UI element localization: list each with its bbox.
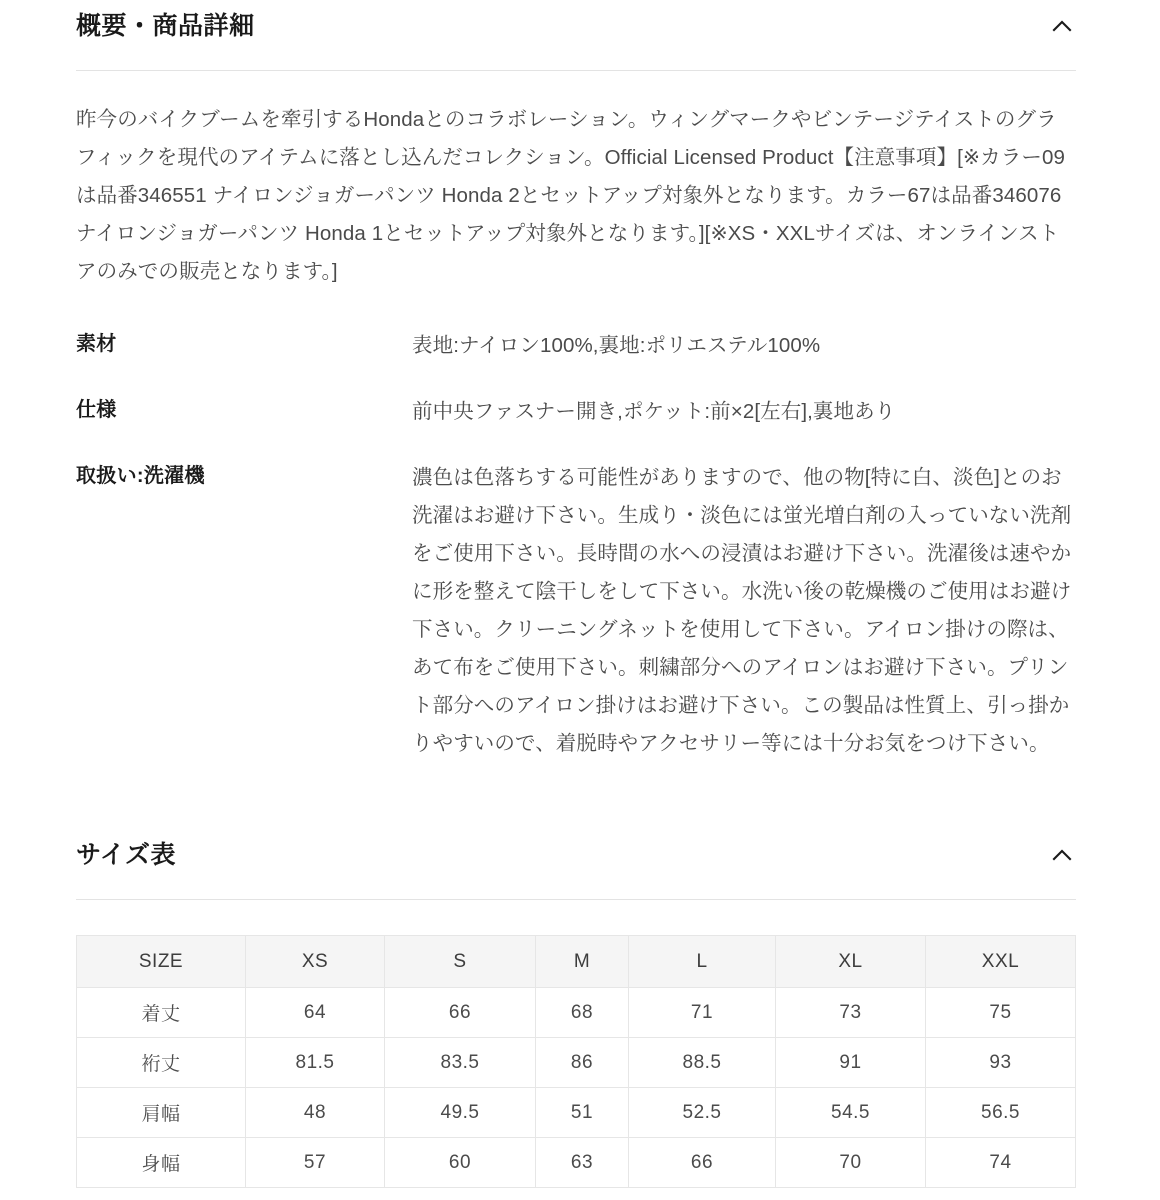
table-row xyxy=(77,1038,1076,1088)
size-table-header-size: SIZE xyxy=(77,936,246,988)
size-table-cell: 86 xyxy=(536,1038,629,1088)
spec-value-care: 濃色は色落ちする可能性がありますので、他の物[特に白、淡色]とのお洗濯はお避け下さい。生成り・淡色には蛍光増白剤の入っていない洗剤をご使用下さい。長時間の水への浸漬はお避け下さい。洗濯後は速やかに形を整えて陰干しをして下さい。水洗い後の乾燥機のご使用はお避け下さい。クリーニングネットを使用して下さい。アイロン掛けの際は、あて布をご使用下さい。刺繍部分へのアイロンはお避け下さい。プリント部分へのアイロン掛けはお避け下さい。この製品は性質上、引っ掛かりやすいので、着脱時やアクセサリー等には十分お気をつけ下さい。 xyxy=(412,466,1072,755)
size-table-cell: 60 xyxy=(385,1138,536,1188)
table-row xyxy=(77,1138,1076,1188)
size-table-header-row xyxy=(77,936,1076,988)
section-overview-title: 概要・商品詳細 xyxy=(76,12,255,40)
size-table-cell: 75 xyxy=(926,988,1076,1038)
section-size-chart-header[interactable] xyxy=(0,829,1160,881)
size-table-cell: 88.5 xyxy=(629,1038,776,1088)
size-table-cell: 57 xyxy=(246,1138,385,1188)
size-table-row-label: 肩幅 xyxy=(77,1088,246,1138)
size-table-cell: 68 xyxy=(536,988,629,1038)
section-size-chart xyxy=(0,829,1160,1188)
section-size-chart-toggle-button[interactable] xyxy=(1049,843,1075,869)
size-table-cell: 66 xyxy=(385,988,536,1038)
product-description: 昨今のバイクブームを牽引するHondaとのコラボレーション。ウィングマークやビンテージテイストのグラフィックを現代のアイテムに落とし込んだコレクション。Official Licensed Product【注意事項】[※カラー09は品番346551 ナイロンジョガーパンツ Honda 2とセットアップ対象外となります。カラー67は品番346076 ナイロンジョガーパンツ Honda 1とセットアップ対象外となります。][※XS・XXLサイズは、オンラインストアのみでの販売となります。] xyxy=(76,108,1065,283)
spec-label-care: 取扱い:洗濯機 xyxy=(76,465,205,487)
size-table-cell: 73 xyxy=(776,988,926,1038)
size-table-cell: 81.5 xyxy=(246,1038,385,1088)
size-table-cell: 49.5 xyxy=(385,1088,536,1138)
spec-value-features: 前中央ファスナー開き,ポケット:前×2[左右],裏地あり xyxy=(412,400,896,423)
product-spec-list xyxy=(0,291,1160,763)
size-table-cell: 93 xyxy=(926,1038,1076,1088)
spec-value-material: 表地:ナイロン100%,裏地:ポリエステル100% xyxy=(412,334,821,357)
size-table-cell: 54.5 xyxy=(776,1088,926,1138)
size-table-cell: 51 xyxy=(536,1088,629,1138)
size-table-cell: 71 xyxy=(629,988,776,1038)
size-table-header-m: M xyxy=(536,936,629,988)
size-table-row-label: 着丈 xyxy=(77,988,246,1038)
spec-label-material: 素材 xyxy=(76,333,117,355)
size-table-header-xxl: XXL xyxy=(926,936,1076,988)
size-table-cell: 48 xyxy=(246,1088,385,1138)
size-table-head xyxy=(77,936,1076,988)
chevron-up-icon xyxy=(1049,14,1075,40)
size-table-row-label: 身幅 xyxy=(77,1138,246,1188)
size-table-header-l: L xyxy=(629,936,776,988)
size-table-cell: 64 xyxy=(246,988,385,1038)
size-table-cell: 91 xyxy=(776,1038,926,1088)
size-table-cell: 70 xyxy=(776,1138,926,1188)
size-table-header-xs: XS xyxy=(246,936,385,988)
table-row xyxy=(77,988,1076,1038)
spec-row-features xyxy=(76,393,1076,431)
section-spacer xyxy=(0,763,1160,829)
spec-row-care xyxy=(76,459,1076,763)
chevron-up-icon xyxy=(1049,843,1075,869)
size-table-header-xl: XL xyxy=(776,936,926,988)
size-table-header-s: S xyxy=(385,936,536,988)
size-table-cell: 56.5 xyxy=(926,1088,1076,1138)
size-table-cell: 63 xyxy=(536,1138,629,1188)
size-table-cell: 74 xyxy=(926,1138,1076,1188)
spec-row-material xyxy=(76,327,1076,365)
size-table-body xyxy=(77,988,1076,1188)
table-row xyxy=(77,1088,1076,1138)
section-overview-header[interactable] xyxy=(0,0,1160,52)
size-table-cell: 66 xyxy=(629,1138,776,1188)
size-table-cell: 83.5 xyxy=(385,1038,536,1088)
section-overview-toggle-button[interactable] xyxy=(1049,14,1075,40)
section-size-chart-title: サイズ表 xyxy=(76,841,177,869)
size-table-row-label: 裄丈 xyxy=(77,1038,246,1088)
size-table xyxy=(76,935,1076,1188)
spec-label-features: 仕様 xyxy=(76,399,117,421)
size-table-cell: 52.5 xyxy=(629,1088,776,1138)
size-table-container xyxy=(0,900,1160,1188)
